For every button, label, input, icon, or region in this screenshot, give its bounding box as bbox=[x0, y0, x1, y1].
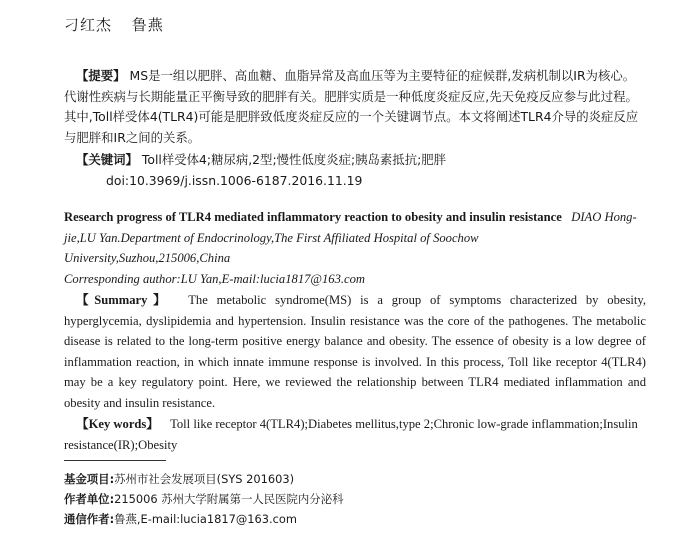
footnote-funding bbox=[64, 469, 343, 489]
author-names bbox=[64, 14, 178, 35]
footnotes bbox=[64, 469, 343, 529]
footnote-text: 215006 苏州大学附属第一人民医院内分泌科 bbox=[114, 492, 344, 506]
keywords-label: 【关键词】 bbox=[76, 152, 138, 167]
footnote-label: 通信作者: bbox=[64, 512, 115, 526]
key-words-text: Toll like receptor 4(TLR4);Diabetes mellitus,type 2;Chronic low-grade inflammation;Insulin resistance(IR);Obesity bbox=[64, 417, 638, 452]
corresponding-author: Corresponding author:LU Yan,E-mail:lucia1817@163.com bbox=[64, 272, 366, 286]
key-words-label: 【Key words】 bbox=[76, 417, 159, 431]
abstract-label: 【提要】 bbox=[76, 68, 126, 83]
author-name: 刁红杰 bbox=[64, 16, 113, 34]
chinese-abstract bbox=[64, 66, 646, 148]
english-title: Research progress of TLR4 mediated inflammatory reaction to obesity and insulin resistance bbox=[64, 210, 562, 224]
english-summary bbox=[64, 290, 646, 414]
footnote-affiliation bbox=[64, 489, 343, 509]
english-title-block bbox=[64, 207, 646, 269]
abstract-text: MS是一组以肥胖、高血糖、血脂异常及高血压等为主要特征的症候群,发病机制以IR为核心。代谢性疾病与长期能量正平衡导致的肥胖有关。肥胖实质是一种低度炎症反应,先天免疫反应参与此过程。其中,Toll样受体4(TLR4)可能是肥胖致低度炎症反应的一个关键调节点。本文将阐述TLR4介导的炎症反应与肥胖和IR之间的关系。 bbox=[64, 68, 639, 145]
footnote-label: 基金项目: bbox=[64, 472, 115, 486]
english-affiliation: DIAO Hong-jie,LU Yan.Department of Endocrinology,The First Affiliated Hospital of Soochow University,Suzhou,215006,China bbox=[64, 210, 637, 265]
summary-text: The metabolic syndrome(MS) is a group of symptoms characterized by obesity, hyperglycemia, dyslipidemia and hypertension. Insulin resistance was the core of the pathogenes. The metabolic disease is related to the long-term positive energy balance and obesity. The essence of obesity is a low degree of inflammation reaction, in which innate immune response is involved. In this process, Toll like receptor 4(TLR4) may be a key regulatory point. Here, we reviewed the relationship between TLR4 mediated inflammation and obesity and insulin resistance. bbox=[64, 293, 646, 410]
footnote-text: 苏州市社会发展项目(SYS 201603) bbox=[114, 472, 295, 486]
summary-label: 【Summary】 bbox=[76, 293, 172, 307]
author-name: 鲁燕 bbox=[131, 16, 164, 34]
footnote-label: 作者单位: bbox=[64, 492, 115, 506]
footnote-divider bbox=[64, 460, 166, 461]
footnote-text: 鲁燕,E-mail:lucia1817@163.com bbox=[114, 512, 297, 526]
footnote-correspondence bbox=[64, 509, 343, 529]
doi: doi:10.3969/j.issn.1006-6187.2016.11.19 bbox=[106, 173, 363, 188]
english-keywords bbox=[64, 414, 646, 455]
chinese-keywords bbox=[76, 150, 646, 171]
keywords-text: Toll样受体4;糖尿病,2型;慢性低度炎症;胰岛素抵抗;肥胖 bbox=[141, 152, 447, 167]
